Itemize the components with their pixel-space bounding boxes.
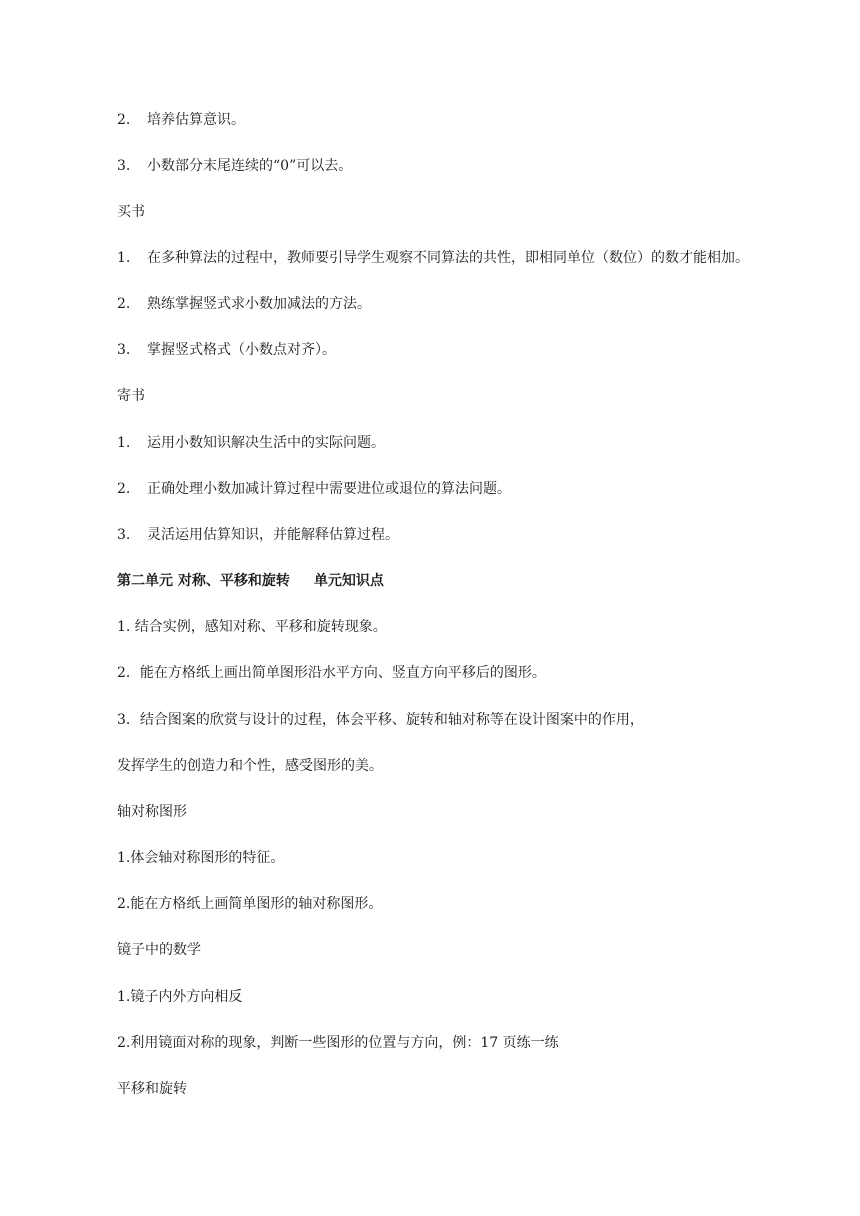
list-number: 2. bbox=[117, 296, 131, 312]
unit-heading bbox=[117, 571, 820, 591]
paragraph: 2.利用镜面对称的现象，判断一些图形的位置与方向，例：17 页练一练 bbox=[117, 1035, 559, 1051]
list-text: 灵活运用估算知识，并能解释估算过程。 bbox=[147, 527, 399, 543]
list-item bbox=[117, 340, 820, 360]
list-item bbox=[117, 479, 820, 499]
list-text: 熟练掌握竖式求小数加减法的方法。 bbox=[147, 296, 371, 312]
list-text: 培养估算意识。 bbox=[147, 112, 245, 128]
section-label-translation-rotation: 平移和旋转 bbox=[117, 1081, 187, 1097]
paragraph: 3．结合图案的欣赏与设计的过程，体会平移、旋转和轴对称等在设计图案中的作用， bbox=[117, 712, 644, 728]
list-text: 掌握竖式格式（小数点对齐）。 bbox=[147, 342, 336, 358]
section-label-buy-book: 买书 bbox=[117, 204, 145, 220]
paragraph: 发挥学生的创造力和个性，感受图形的美。 bbox=[117, 758, 383, 774]
list-number: 2. bbox=[117, 112, 131, 128]
paragraph: 2.能在方格纸上画简单图形的轴对称图形。 bbox=[117, 896, 383, 912]
list-item bbox=[117, 294, 820, 314]
list-item bbox=[117, 525, 820, 545]
paragraph: 2．能在方格纸上画出简单图形沿水平方向、竖直方向平移后的图形。 bbox=[117, 665, 546, 681]
list-item bbox=[117, 248, 820, 268]
list-item bbox=[117, 433, 820, 453]
section-label-axial-symmetry: 轴对称图形 bbox=[117, 804, 187, 820]
list-text: 正确处理小数加减计算过程中需要进位或退位的算法问题。 bbox=[147, 481, 511, 497]
list-number: 2. bbox=[117, 481, 131, 497]
list-number: 3. bbox=[117, 158, 131, 174]
unit-heading-title: 第二单元 对称、平移和旋转 bbox=[117, 573, 290, 589]
list-number: 1. bbox=[117, 250, 131, 266]
list-text: 运用小数知识解决生活中的实际问题。 bbox=[147, 435, 385, 451]
list-number: 3. bbox=[117, 342, 131, 358]
paragraph: 1.镜子内外方向相反 bbox=[117, 989, 243, 1005]
unit-heading-subtitle: 单元知识点 bbox=[313, 573, 384, 589]
list-text: 小数部分末尾连续的“0”可以去。 bbox=[147, 158, 353, 174]
paragraph: 1.体会轴对称图形的特征。 bbox=[117, 850, 285, 866]
list-item bbox=[117, 156, 820, 176]
list-item bbox=[117, 110, 820, 130]
list-number: 1. bbox=[117, 435, 131, 451]
list-number: 3. bbox=[117, 527, 131, 543]
paragraph: 1. 结合实例，感知对称、平移和旋转现象。 bbox=[117, 619, 387, 635]
section-label-mail-book: 寄书 bbox=[117, 388, 145, 404]
section-label-mirror-math: 镜子中的数学 bbox=[117, 942, 201, 958]
list-text: 在多种算法的过程中，教师要引导学生观察不同算法的共性，即相同单位（数位）的数才能相加。 bbox=[147, 250, 749, 266]
